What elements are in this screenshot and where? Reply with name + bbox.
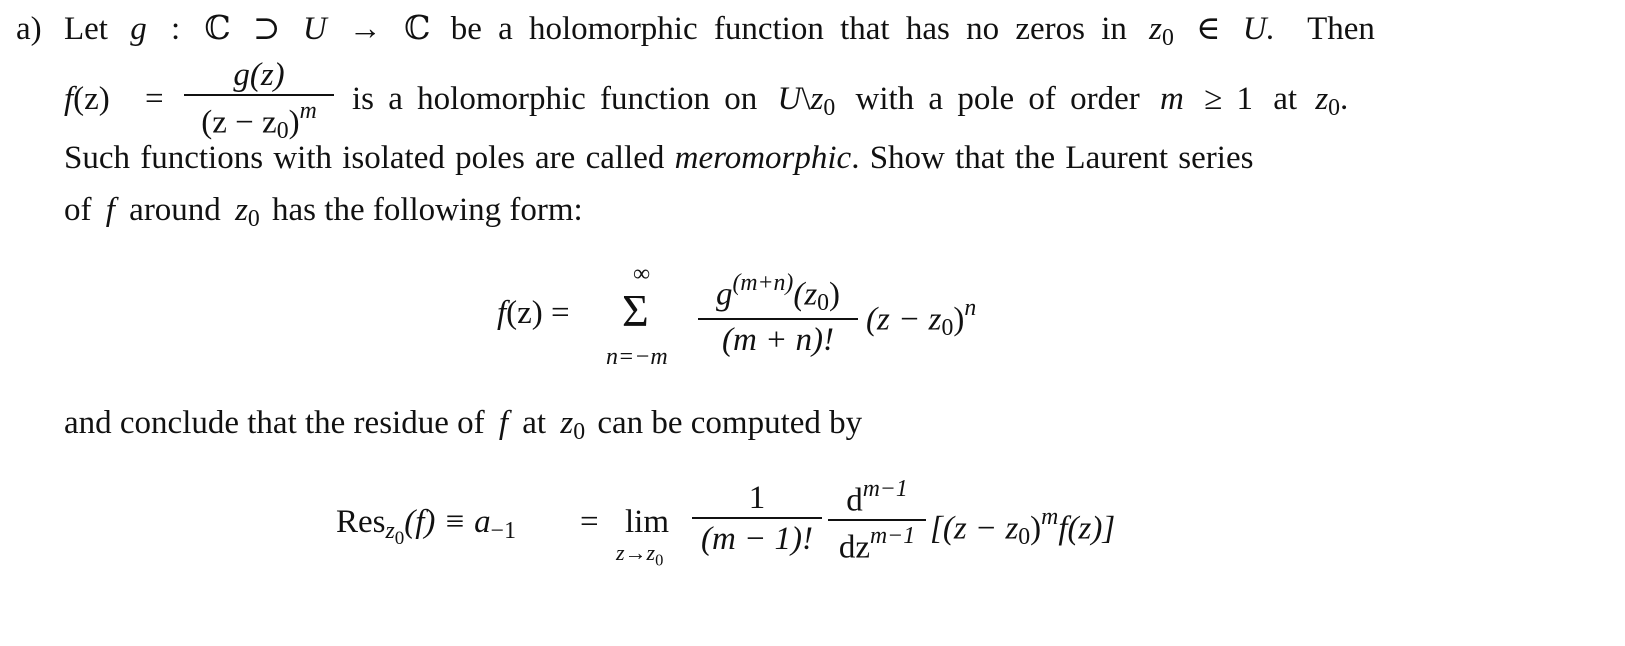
line-5: and conclude that the residue of f at $z_0$ can be computed by [64,405,863,445]
laurent-denominator: (m + n)! [721,321,835,358]
fraction-numerator: g(z) [233,57,285,93]
sum-lower-limit: n=−m [606,344,668,370]
fraction-denominator: $(z - z_0)^m$ [201,98,317,145]
residue-lhs: $Res_{z_0}(f) \equiv a_{-1}$ [336,504,516,549]
limit-operator: lim [625,504,670,540]
factorial-fraction [692,482,822,556]
sum-upper-limit: ∞ [633,261,651,287]
laurent-power-term: $(z - z_0)^n$ [866,295,977,342]
f-of-z-lhs: f(z) [64,81,110,117]
sum-symbol: Σ [622,285,649,336]
colon: : [170,11,181,47]
var-z0: $z_0$ [1149,11,1174,51]
then-word: Then [1307,11,1375,47]
let-word: Let [64,11,108,47]
item-label: a) [16,11,42,47]
factorial-numerator: 1 [748,480,766,516]
complex-set: ℂ [204,11,231,47]
var-U: U [302,11,327,47]
limit-subscript: $z\to z_0$ [616,540,664,570]
var-g: g [130,11,147,47]
line-4: of f around $z_0$ has the following form: [64,192,583,232]
var-U-2: U. [1242,11,1275,47]
complex-set-2: ℂ [404,11,431,47]
arrow-symbol: → [348,11,382,47]
derivative-denominator: $dz^{m-1}$ [838,523,916,566]
meromorphic-term: meromorphic [674,140,852,176]
residue-bracket-term: $[(z - z_0)^mf(z)]$ [930,504,1116,551]
laurent-lhs: f(z) = [497,295,570,331]
laurent-coefficient-fraction [698,272,858,357]
derivative-numerator: $d^{m-1}$ [846,476,908,519]
line-3: Such functions with isolated poles are called meromorphic. Show that the Laurent series [64,140,1254,176]
line1-text: be a holomorphic function that has no zeros in [450,11,1127,47]
residue-equals: = [580,504,599,540]
supset-symbol: ⊃ [252,11,281,47]
equals-sign: = [145,81,164,117]
line-2-text: is a holomorphic function on $U\backslash z_0$ with a pole of order m ≥ 1 at $z_0$. [352,81,1349,121]
line-1 [64,13,1375,51]
fraction-g-over-pole [184,59,334,144]
laurent-numerator: $g^{(m+n)}(z_0)$ [715,270,841,317]
derivative-fraction [828,478,926,565]
factorial-denominator: (m − 1)! [700,521,814,557]
element-of-symbol: ∈ [1196,11,1221,47]
